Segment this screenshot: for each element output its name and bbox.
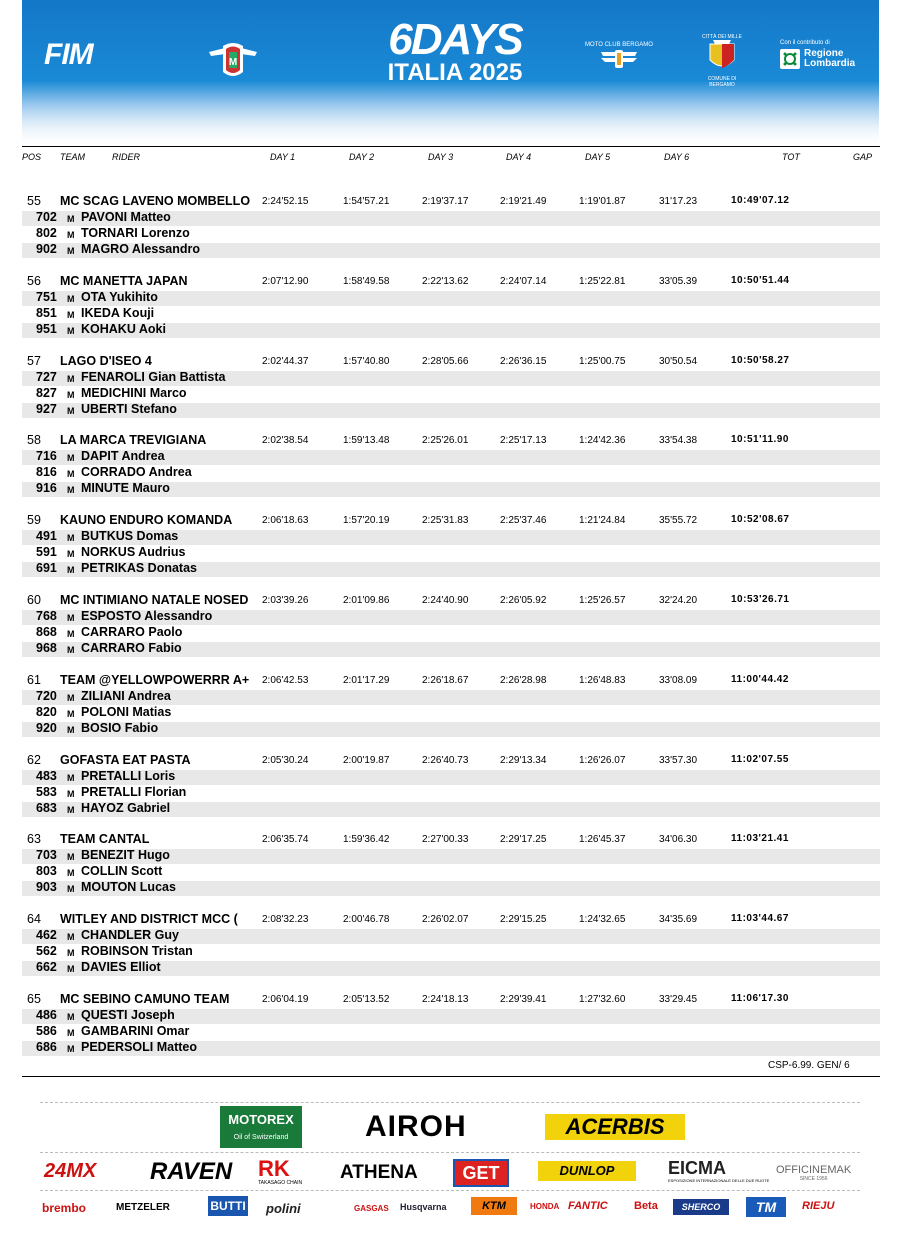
team-day-time: 2:26'18.67	[422, 675, 469, 686]
rider-number: 586	[36, 1024, 57, 1038]
team-day-time: 1:25'00.75	[579, 356, 626, 367]
rider-number: 686	[36, 1040, 57, 1054]
team-day-time: 33'57.30	[659, 755, 698, 766]
ktm-logo: KTM	[471, 1197, 517, 1215]
team-day-time: 33'29.45	[659, 994, 698, 1005]
sponsor-divider	[40, 1152, 860, 1153]
team-day-time: 2:26'36.15	[500, 356, 547, 367]
team-day-time: 2:25'37.46	[500, 515, 547, 526]
rider-number: 903	[36, 880, 57, 894]
team-total-time: 10:53'26.71	[731, 594, 790, 605]
team-day-time: 2:29'15.25	[500, 914, 547, 925]
rider-name: GAMBARINI Omar	[81, 1024, 190, 1038]
sponsor-divider	[40, 1102, 860, 1103]
rider-name: NORKUS Audrius	[81, 545, 186, 559]
motorex-logo	[220, 1106, 302, 1148]
team-position: 63	[27, 832, 41, 846]
rider-name: MOUTON Lucas	[81, 880, 176, 894]
event-title-line1: 6DAYS	[388, 15, 522, 64]
col-day-1: DAY 1	[270, 152, 296, 162]
col-day-4: DAY 4	[506, 152, 532, 162]
rider-number: 902	[36, 242, 57, 256]
rider-number: 491	[36, 529, 57, 543]
rk-tagline: TAKASAGO CHAIN	[258, 1180, 303, 1186]
rider-number: 816	[36, 465, 57, 479]
rider-number: 462	[36, 928, 57, 942]
team-total-time: 11:03'44.67	[731, 913, 789, 924]
team-day-time: 1:59'13.48	[343, 435, 390, 446]
event-title-line2: ITALIA 2025	[387, 59, 523, 86]
team-day-time: 2:02'44.37	[262, 356, 309, 367]
col-team: TEAM	[60, 152, 86, 162]
rider-name: COLLIN Scott	[81, 864, 163, 878]
rider-number: 803	[36, 864, 57, 878]
team-position: 65	[27, 992, 41, 1006]
team-position: 59	[27, 513, 41, 527]
rider-class: M	[67, 1012, 75, 1022]
rider-name: ESPOSTO Alessandro	[81, 609, 213, 623]
rider-name: DAVIES Elliot	[81, 960, 161, 974]
rider-class: M	[67, 789, 75, 799]
rider-name: PAVONI Matteo	[81, 210, 171, 224]
athena-logo: ATHENA	[340, 1162, 418, 1183]
rider-name: FENAROLI Gian Battista	[81, 370, 226, 384]
team-name: KAUNO ENDURO KOMANDA	[60, 513, 233, 527]
team-total-time: 10:52'08.67	[731, 514, 790, 525]
rider-number: 916	[36, 481, 57, 495]
eicma-logo	[668, 1158, 770, 1183]
team-day-time: 34'35.69	[659, 914, 698, 925]
rider-name: ZILIANI Andrea	[81, 689, 171, 703]
rider-number: 868	[36, 625, 57, 639]
rider-number: 951	[36, 322, 57, 336]
rider-class: M	[67, 932, 75, 942]
rider-class: M	[67, 964, 75, 974]
team-day-time: 2:19'21.49	[500, 196, 547, 207]
col-gap: GAP	[853, 152, 873, 162]
team-day-time: 2:02'38.54	[262, 435, 309, 446]
comune-label: COMUNE DI BERGAMO	[707, 76, 737, 88]
rider-number: 691	[36, 561, 57, 575]
team-name: GOFASTA EAT PASTA	[60, 753, 191, 767]
team-day-time: 30'50.54	[659, 356, 698, 367]
team-day-time: 2:26'40.73	[422, 755, 469, 766]
rider-class: M	[67, 725, 75, 735]
rider-name: DAPIT Andrea	[81, 449, 165, 463]
team-name: LA MARCA TREVIGIANA	[60, 433, 207, 447]
team-day-time: 2:00'46.78	[343, 914, 390, 925]
rider-number: 662	[36, 960, 57, 974]
rider-number: 827	[36, 386, 57, 400]
metzeler-logo: METZELER	[116, 1202, 170, 1213]
team-total-time: 11:03'21.41	[731, 833, 789, 844]
rider-number: 683	[36, 801, 57, 815]
six-days-logo	[360, 15, 550, 86]
rider-class: M	[67, 214, 75, 224]
team-position: 61	[27, 673, 41, 687]
rider-number: 920	[36, 721, 57, 735]
team-day-time: 2:03'39.26	[262, 595, 309, 606]
bergamo-crest-icon	[707, 40, 737, 74]
rider-name: QUESTI Joseph	[81, 1008, 175, 1022]
team-day-time: 1:24'32.65	[579, 914, 626, 925]
polini-logo: polini	[266, 1201, 301, 1216]
beta-logo: Beta	[634, 1200, 658, 1212]
club-wings-icon	[599, 48, 639, 72]
team-position: 60	[27, 593, 41, 607]
team-position: 56	[27, 274, 41, 288]
team-day-time: 1:25'26.57	[579, 595, 626, 606]
rider-name: IKEDA Kouji	[81, 306, 155, 320]
footer-rule	[22, 1076, 880, 1077]
rider-class: M	[67, 709, 75, 719]
team-day-time: 1:59'36.42	[343, 834, 390, 845]
rider-class: M	[67, 852, 75, 862]
team-name: LAGO D'ISEO 4	[60, 354, 152, 368]
rider-class: M	[67, 326, 75, 336]
rider-class: M	[67, 390, 75, 400]
team-day-time: 2:27'00.33	[422, 834, 469, 845]
honda-logo: HONDA	[530, 1202, 560, 1211]
team-day-time: 2:24'07.14	[500, 276, 547, 287]
team-day-time: 2:07'12.90	[262, 276, 309, 287]
raven-logo: RAVEN	[150, 1158, 233, 1185]
rider-number: 768	[36, 609, 57, 623]
rider-name: OTA Yukihito	[81, 290, 158, 304]
rider-number: 851	[36, 306, 57, 320]
rider-class: M	[67, 565, 75, 575]
team-total-time: 10:50'58.27	[731, 355, 790, 366]
sponsor-footer	[0, 1098, 900, 1247]
team-day-time: 1:26'45.37	[579, 834, 626, 845]
team-day-time: 2:25'26.01	[422, 435, 469, 446]
team-day-time: 2:08'32.23	[262, 914, 309, 925]
team-day-time: 1:54'57.21	[343, 196, 390, 207]
rider-name: PETRIKAS Donatas	[81, 561, 197, 575]
regione-label: Regione Lombardia	[804, 48, 856, 69]
team-day-time: 1:58'49.58	[343, 276, 390, 287]
col-day-5: DAY 5	[585, 152, 611, 162]
motorex-tagline: Oil of Switzerland	[233, 1134, 289, 1141]
team-day-time: 32'24.20	[659, 595, 698, 606]
rider-class: M	[67, 613, 75, 623]
rider-number: 802	[36, 226, 57, 240]
citta-label: CITTÀ DEI MILLE	[701, 34, 742, 40]
team-total-time: 10:51'11.90	[731, 434, 789, 445]
col-day-3: DAY 3	[428, 152, 454, 162]
team-day-time: 2:24'40.90	[422, 595, 469, 606]
team-name: WITLEY AND DISTRICT MCC (	[60, 912, 238, 926]
rider-class: M	[67, 629, 75, 639]
col-rider: RIDER	[112, 152, 141, 162]
butti-logo: BUTTI	[208, 1196, 248, 1216]
officinemak-logo	[776, 1164, 851, 1182]
team-day-time: 1:27'32.60	[579, 994, 626, 1005]
team-day-time: 2:26'28.98	[500, 675, 547, 686]
rider-name: BUTKUS Domas	[81, 529, 179, 543]
rider-class: M	[67, 246, 75, 256]
team-day-time: 2:01'09.86	[343, 595, 390, 606]
husqvarna-logo: Husqvarna	[400, 1202, 447, 1212]
regione-lombardia-logo	[780, 40, 858, 69]
motorex-name: MOTOREX	[228, 1112, 294, 1127]
sherco-logo: SHERCO	[673, 1199, 729, 1215]
rider-number: 820	[36, 705, 57, 719]
team-position: 58	[27, 433, 41, 447]
team-position: 57	[27, 354, 41, 368]
team-day-time: 2:25'31.83	[422, 515, 469, 526]
dunlop-logo: DUNLOP	[538, 1161, 636, 1181]
rosa-camuna-icon	[780, 49, 800, 69]
team-day-time: 33'05.39	[659, 276, 698, 287]
rider-class: M	[67, 469, 75, 479]
sponsor-divider	[40, 1190, 860, 1191]
rider-class: M	[67, 406, 75, 416]
comune-bergamo-logo	[697, 34, 747, 88]
team-day-time: 2:25'17.13	[500, 435, 547, 446]
officinemak-name: OFFICINEMAK	[776, 1164, 852, 1176]
team-day-time: 33'08.09	[659, 675, 698, 686]
rider-number: 716	[36, 449, 57, 463]
eicma-tagline: ESPOSIZIONE INTERNAZIONALE DELLE DUE RUOTE	[668, 1178, 770, 1183]
rider-name: HAYOZ Gabriel	[81, 801, 171, 815]
rider-number: 562	[36, 944, 57, 958]
rider-class: M	[67, 453, 75, 463]
rider-number: 751	[36, 290, 57, 304]
team-day-time: 2:00'19.87	[343, 755, 390, 766]
moto-club-bergamo-logo	[584, 42, 654, 74]
team-day-time: 1:26'26.07	[579, 755, 626, 766]
team-name: MC MANETTA JAPAN	[60, 274, 188, 288]
team-day-time: 2:22'13.62	[422, 276, 469, 287]
team-day-time: 2:06'42.53	[262, 675, 309, 686]
col-pos: POS	[22, 152, 42, 162]
rider-class: M	[67, 310, 75, 320]
club-name: MOTO CLUB BERGAMO	[585, 42, 653, 48]
team-total-time: 11:06'17.30	[731, 993, 789, 1004]
contrib-label: Con il contributo di	[780, 40, 830, 46]
rider-name: PRETALLI Florian	[81, 785, 187, 799]
24mx-logo: 24MX	[44, 1160, 97, 1182]
team-day-time: 2:05'13.52	[343, 994, 390, 1005]
team-day-time: 1:57'40.80	[343, 356, 390, 367]
team-day-time: 1:21'24.84	[579, 515, 626, 526]
team-day-time: 2:01'17.29	[343, 675, 390, 686]
team-name: TEAM @YELLOWPOWERRR A+	[60, 673, 250, 687]
rider-name: KOHAKU Aoki	[81, 322, 166, 336]
rider-name: PEDERSOLI Matteo	[81, 1040, 197, 1054]
team-total-time: 11:02'07.55	[731, 754, 789, 765]
team-day-time: 2:24'52.15	[262, 196, 309, 207]
rider-class: M	[67, 884, 75, 894]
rider-number: 702	[36, 210, 57, 224]
rider-class: M	[67, 294, 75, 304]
rider-name: MINUTE Mauro	[81, 481, 170, 495]
team-day-time: 2:29'13.34	[500, 755, 547, 766]
team-name: MC SEBINO CAMUNO TEAM	[60, 992, 230, 1006]
rider-class: M	[67, 230, 75, 240]
rider-name: MEDICHINI Marco	[81, 386, 187, 400]
rider-name: PRETALLI Loris	[81, 769, 176, 783]
rider-number: 927	[36, 402, 57, 416]
rider-class: M	[67, 1044, 75, 1054]
team-day-time: 34'06.30	[659, 834, 698, 845]
rider-name: BOSIO Fabio	[81, 721, 159, 735]
snow-graphic	[22, 106, 879, 146]
team-day-time: 2:19'37.17	[422, 196, 469, 207]
team-day-time: 1:57'20.19	[343, 515, 390, 526]
rider-name: TORNARI Lorenzo	[81, 226, 190, 240]
team-day-time: 2:26'05.92	[500, 595, 547, 606]
document-code: CSP-6.99. GEN/ 6	[768, 1060, 850, 1071]
team-day-time: 2:28'05.66	[422, 356, 469, 367]
team-day-time: 1:26'48.83	[579, 675, 626, 686]
team-position: 62	[27, 753, 41, 767]
team-position: 55	[27, 194, 41, 208]
team-day-time: 2:24'18.13	[422, 994, 469, 1005]
rider-class: M	[67, 805, 75, 815]
team-name: MC SCAG LAVENO MOMBELLO	[60, 194, 251, 208]
team-day-time: 2:06'18.63	[262, 515, 309, 526]
fim-logo: FIM	[44, 38, 93, 71]
gasgas-logo: GASGAS	[354, 1204, 389, 1213]
team-day-time: 35'55.72	[659, 515, 698, 526]
team-day-time: 33'54.38	[659, 435, 698, 446]
rider-name: CHANDLER Guy	[81, 928, 179, 942]
team-day-time: 2:26'02.07	[422, 914, 469, 925]
rider-number: 486	[36, 1008, 57, 1022]
team-name: MC INTIMIANO NATALE NOSED	[60, 593, 249, 607]
fmi-logo	[207, 38, 259, 82]
team-day-time: 2:29'17.25	[500, 834, 547, 845]
rk-logo	[258, 1158, 302, 1186]
rieju-logo: RIEJU	[802, 1200, 835, 1212]
eicma-name: EICMA	[668, 1158, 726, 1178]
team-day-time: 1:25'22.81	[579, 276, 626, 287]
brembo-logo: brembo	[42, 1201, 87, 1215]
team-day-time: 31'17.23	[659, 196, 698, 207]
rider-class: M	[67, 773, 75, 783]
rider-number: 727	[36, 370, 57, 384]
team-day-time: 1:19'01.87	[579, 196, 626, 207]
col-day-2: DAY 2	[349, 152, 375, 162]
rider-name: POLONI Matias	[81, 705, 172, 719]
team-total-time: 10:49'07.12	[731, 195, 790, 206]
rider-class: M	[67, 693, 75, 703]
team-day-time: 2:06'35.74	[262, 834, 309, 845]
rider-number: 720	[36, 689, 57, 703]
header-rule	[22, 146, 880, 147]
rider-class: M	[67, 645, 75, 655]
rider-number: 703	[36, 848, 57, 862]
tm-logo: TM	[746, 1197, 786, 1217]
rider-name: CORRADO Andrea	[81, 465, 192, 479]
team-total-time: 10:50'51.44	[731, 275, 790, 286]
rider-name: ROBINSON Tristan	[81, 944, 193, 958]
team-name: TEAM CANTAL	[60, 832, 150, 846]
rider-number: 968	[36, 641, 57, 655]
airoh-logo: AIROH	[365, 1110, 467, 1143]
team-position: 64	[27, 912, 41, 926]
team-day-time: 1:24'42.36	[579, 435, 626, 446]
rider-class: M	[67, 485, 75, 495]
rider-class: M	[67, 868, 75, 878]
fantic-logo: FANTIC	[568, 1200, 608, 1212]
rider-class: M	[67, 1028, 75, 1038]
rider-class: M	[67, 549, 75, 559]
rider-class: M	[67, 948, 75, 958]
col-tot: TOT	[782, 152, 800, 162]
svg-text:M: M	[228, 57, 238, 68]
rider-name: UBERTI Stefano	[81, 402, 177, 416]
rider-name: CARRARO Paolo	[81, 625, 183, 639]
rider-number: 583	[36, 785, 57, 799]
rider-class: M	[67, 374, 75, 384]
event-header-banner	[22, 0, 879, 146]
acerbis-logo: ACERBIS	[545, 1114, 685, 1140]
rider-number: 591	[36, 545, 57, 559]
rider-number: 483	[36, 769, 57, 783]
col-day-6: DAY 6	[664, 152, 690, 162]
rider-name: CARRARO Fabio	[81, 641, 182, 655]
rider-class: M	[67, 533, 75, 543]
team-day-time: 2:06'04.19	[262, 994, 309, 1005]
team-day-time: 2:29'39.41	[500, 994, 547, 1005]
rider-name: MAGRO Alessandro	[81, 242, 201, 256]
get-logo: GET	[453, 1159, 509, 1187]
team-total-time: 11:00'44.42	[731, 674, 789, 685]
rk-name: RK	[258, 1156, 290, 1181]
officinemak-tagline: SINCE 1956	[799, 1176, 828, 1182]
rider-name: BENEZIT Hugo	[81, 848, 170, 862]
team-day-time: 2:05'30.24	[262, 755, 309, 766]
